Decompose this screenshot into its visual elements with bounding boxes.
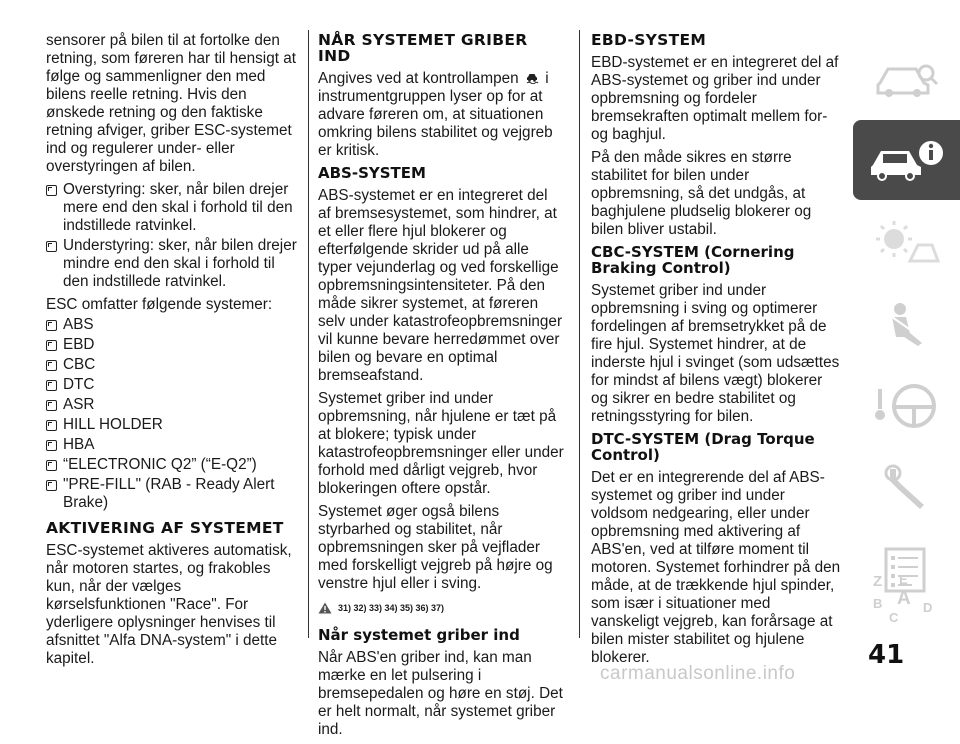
svg-text:E: E xyxy=(898,572,908,587)
column-divider xyxy=(308,30,309,638)
list-item: "PRE-FILL" (RAB - Ready Alert Brake) xyxy=(46,476,300,512)
abs-paragraph-3: Systemet øger også bilens styrbarhed og stabilitet, når opbremsningen sker på vejflader med forskelligt vejgreb på højre og venstre hjul eller i sving. xyxy=(318,503,553,592)
list-item: ABS xyxy=(46,316,300,334)
sidebar-item-safety[interactable] xyxy=(853,284,960,364)
svg-text:C: C xyxy=(888,610,898,625)
sidebar-item-driving[interactable] xyxy=(853,366,960,446)
cbc-paragraph: Systemet griber ind under opbremsning i sving og optimerer fordelingen af bremsetrykket på de fire hjul. Systemet hindrer, at de inderste hjul i svinget (som udsættes for mindst af bilens vægt) blokerer og sikrer en bedre stabilitet og retningsstyring for bilen. xyxy=(591,282,840,425)
bullet-icon xyxy=(46,320,57,331)
section-heading-cbc: CBC-SYSTEM (Cornering Braking Control) xyxy=(591,243,795,277)
steering-wheel-icon xyxy=(872,381,942,431)
bullet-icon xyxy=(46,420,57,431)
warning-triangle-icon xyxy=(318,602,332,614)
svg-text:Z: Z xyxy=(872,573,882,590)
abs-paragraph-1: ABS-systemet er en integreret del af bremsesystemet, som hindrer, at et eller flere hjul blokerer og efterfølgende skrider ud på alle typer vejunderlag og ved forskellige opbremsningsintensiteter. På den måde sikrer systemet, at føreren selv under katastrofeopbremsninger vil kunne bevare herredømmet over bilen og bevare en optimal bremseafstand. xyxy=(318,187,563,384)
column-1 xyxy=(46,32,300,673)
page-number: 41 xyxy=(868,640,905,670)
svg-text:D: D xyxy=(922,600,932,615)
column-2 xyxy=(318,32,564,744)
activation-paragraph: ESC-systemet aktiveres automatisk, når motoren startes, og frakobles kun, når der vælges kørselsfunktionen "Race". For yderligere oplysninger henvises til afsnittet "Alfa DNA-system" i dette kapitel. xyxy=(46,542,292,667)
column-3 xyxy=(591,32,841,672)
watermark: carmanualsonline.info xyxy=(600,663,796,684)
bullet-icon xyxy=(46,480,57,491)
list-item: HBA xyxy=(46,436,300,454)
esc-warning-light-icon xyxy=(525,72,539,84)
section-heading-abs: ABS-SYSTEM xyxy=(318,164,426,182)
bullet-understeer: Understyring: sker, når bilen drejer mindre end den skal i forhold til den indstillede ratvinkel. xyxy=(46,237,300,291)
bullet-icon xyxy=(46,241,57,252)
warning-light-paragraph: Angives ved at kontrollampen i instrumentgruppen lyser op for at advare føreren om, at situationen omkring bilens stabilitet og vejgreb er kritisk. xyxy=(318,70,553,159)
sidebar-item-car-info[interactable] xyxy=(853,120,960,200)
bullet-icon xyxy=(46,440,57,451)
section-heading-dtc: DTC-SYSTEM (Drag Torque Control) xyxy=(591,430,815,464)
section-heading-intervention: NÅR SYSTEMET GRIBER IND xyxy=(318,31,528,65)
list-item: HILL HOLDER xyxy=(46,416,300,434)
abs-paragraph-2: Systemet griber ind under opbremsning, når hjulene er tæt på at blokere; typisk under katastrofeopbremsninger eller under forhold med dårligt vejgreb, hvor blokeringen oftere opstår. xyxy=(318,390,564,497)
list-item: “ELECTRONIC Q2” (“E-Q2”) xyxy=(46,456,300,474)
list-item: EBD xyxy=(46,336,300,354)
bullet-icon xyxy=(46,185,57,196)
section-heading-activation: AKTIVERING AF SYSTEMET xyxy=(46,519,284,537)
ebd-paragraph-1: EBD-systemet er en integreret del af ABS-systemet og griber ind under opbremsning og fordeler bremsekraften optimalt mellem for- og baghjul. xyxy=(591,54,839,143)
abs-intervention-paragraph: Når ABS'en griber ind, kan man mærke en let pulsering i bremsepedalen og høre en støj. Det er helt normalt, når systemet griber ind. xyxy=(318,649,563,738)
car-info-icon xyxy=(867,135,947,185)
esc-intro: ESC omfatter følgende systemer: xyxy=(46,296,273,313)
ebd-paragraph-2: På den måde sikres en større stabilitet for bilen under opbremsning, så det undgås, at baghjulene pludselig blokerer og bilen bliver ustabil. xyxy=(591,149,812,238)
bullet-icon xyxy=(46,340,57,351)
bullet-icon xyxy=(46,360,57,371)
car-search-icon xyxy=(872,53,942,103)
bullet-icon xyxy=(46,460,57,471)
bullet-oversteer: Overstyring: sker, når bilen drejer mere end den skal i forhold til den indstillede ratvinkel. xyxy=(46,181,300,235)
svg-text:B: B xyxy=(872,596,882,611)
sidebar-item-index[interactable] xyxy=(853,566,960,630)
column-divider xyxy=(579,30,580,638)
chapter-sidebar xyxy=(853,38,960,618)
bullet-icon xyxy=(46,380,57,391)
dtc-paragraph: Det er en integrerende del af ABS-systemet og griber ind under voldsom nedgearing, eller under opbremsning med aktivering af ABS'en, ved at tilføre moment til motoren. Systemet forhindrer på den måde, at de trækkende hjul spinder, som især i situationer med vanskeligt vejgreb, kan forårsage at bilen mister stabilitet og hjulene blokerer. xyxy=(591,469,841,666)
subheading-abs-intervention: Når systemet griber ind xyxy=(318,626,520,644)
bullet-icon xyxy=(46,400,57,411)
warning-lights-icon xyxy=(872,217,942,267)
sidebar-item-warning-lights[interactable] xyxy=(853,202,960,282)
airbag-person-icon xyxy=(872,299,942,349)
sidebar-item-maintenance[interactable] xyxy=(853,448,960,528)
wrench-icon xyxy=(872,463,942,513)
svg-text:A: A xyxy=(896,588,911,609)
list-item: DTC xyxy=(46,376,300,394)
intro-paragraph: sensorer på bilen til at fortolke den retning, som føreren har til hensigt at følge og sammenligner den med bilens reelle retning. Hvis den ønskede retning og den faktiske retning afviger, griber ESC-systemet ind og regulerer under- eller overstyringen af bilen. xyxy=(46,32,296,175)
list-item: CBC xyxy=(46,356,300,374)
section-heading-ebd: EBD-SYSTEM xyxy=(591,31,707,49)
list-item: ASR xyxy=(46,396,300,414)
warning-references: 31) 32) 33) 34) 35) 36) 37) xyxy=(318,599,564,617)
alphabet-index-icon xyxy=(867,570,947,626)
sidebar-item-car-overview[interactable] xyxy=(853,38,960,118)
